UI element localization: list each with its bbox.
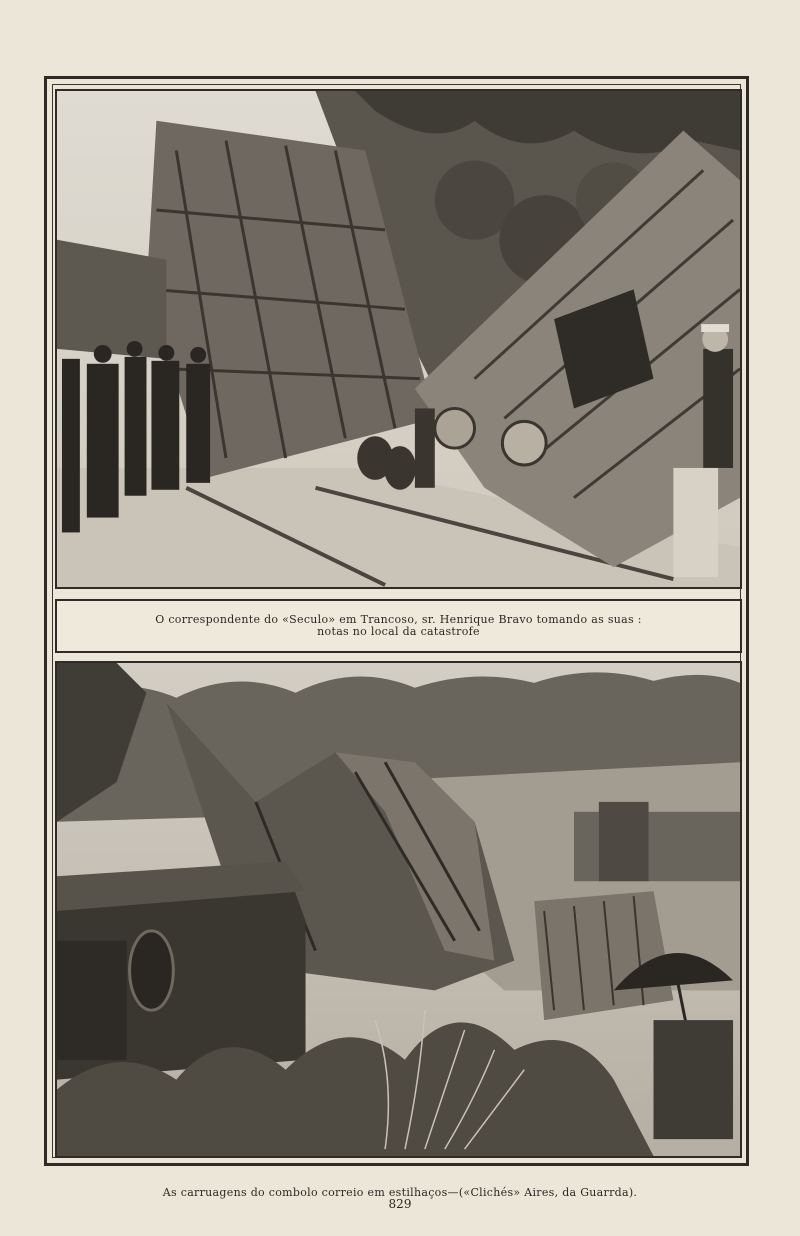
bottom-photo-caption: As carruagens do combolo correio em estilhaços—(«Clichés» Aires, da Guarrda).: [162, 1186, 638, 1199]
bottom-photograph: [55, 661, 742, 1158]
top-photo-caption-box: [55, 599, 742, 653]
page-frame: [44, 76, 749, 1166]
top-photo-caption: O correspondente do «Seculo» em Trancoso, sr. Henrique Bravo tomando as suas : notas no local da catastrofe: [155, 613, 642, 638]
top-photograph-image: [57, 91, 740, 587]
bottom-photograph-image: [57, 663, 740, 1156]
top-photograph: [55, 89, 742, 589]
page-number: 829: [388, 1197, 412, 1211]
